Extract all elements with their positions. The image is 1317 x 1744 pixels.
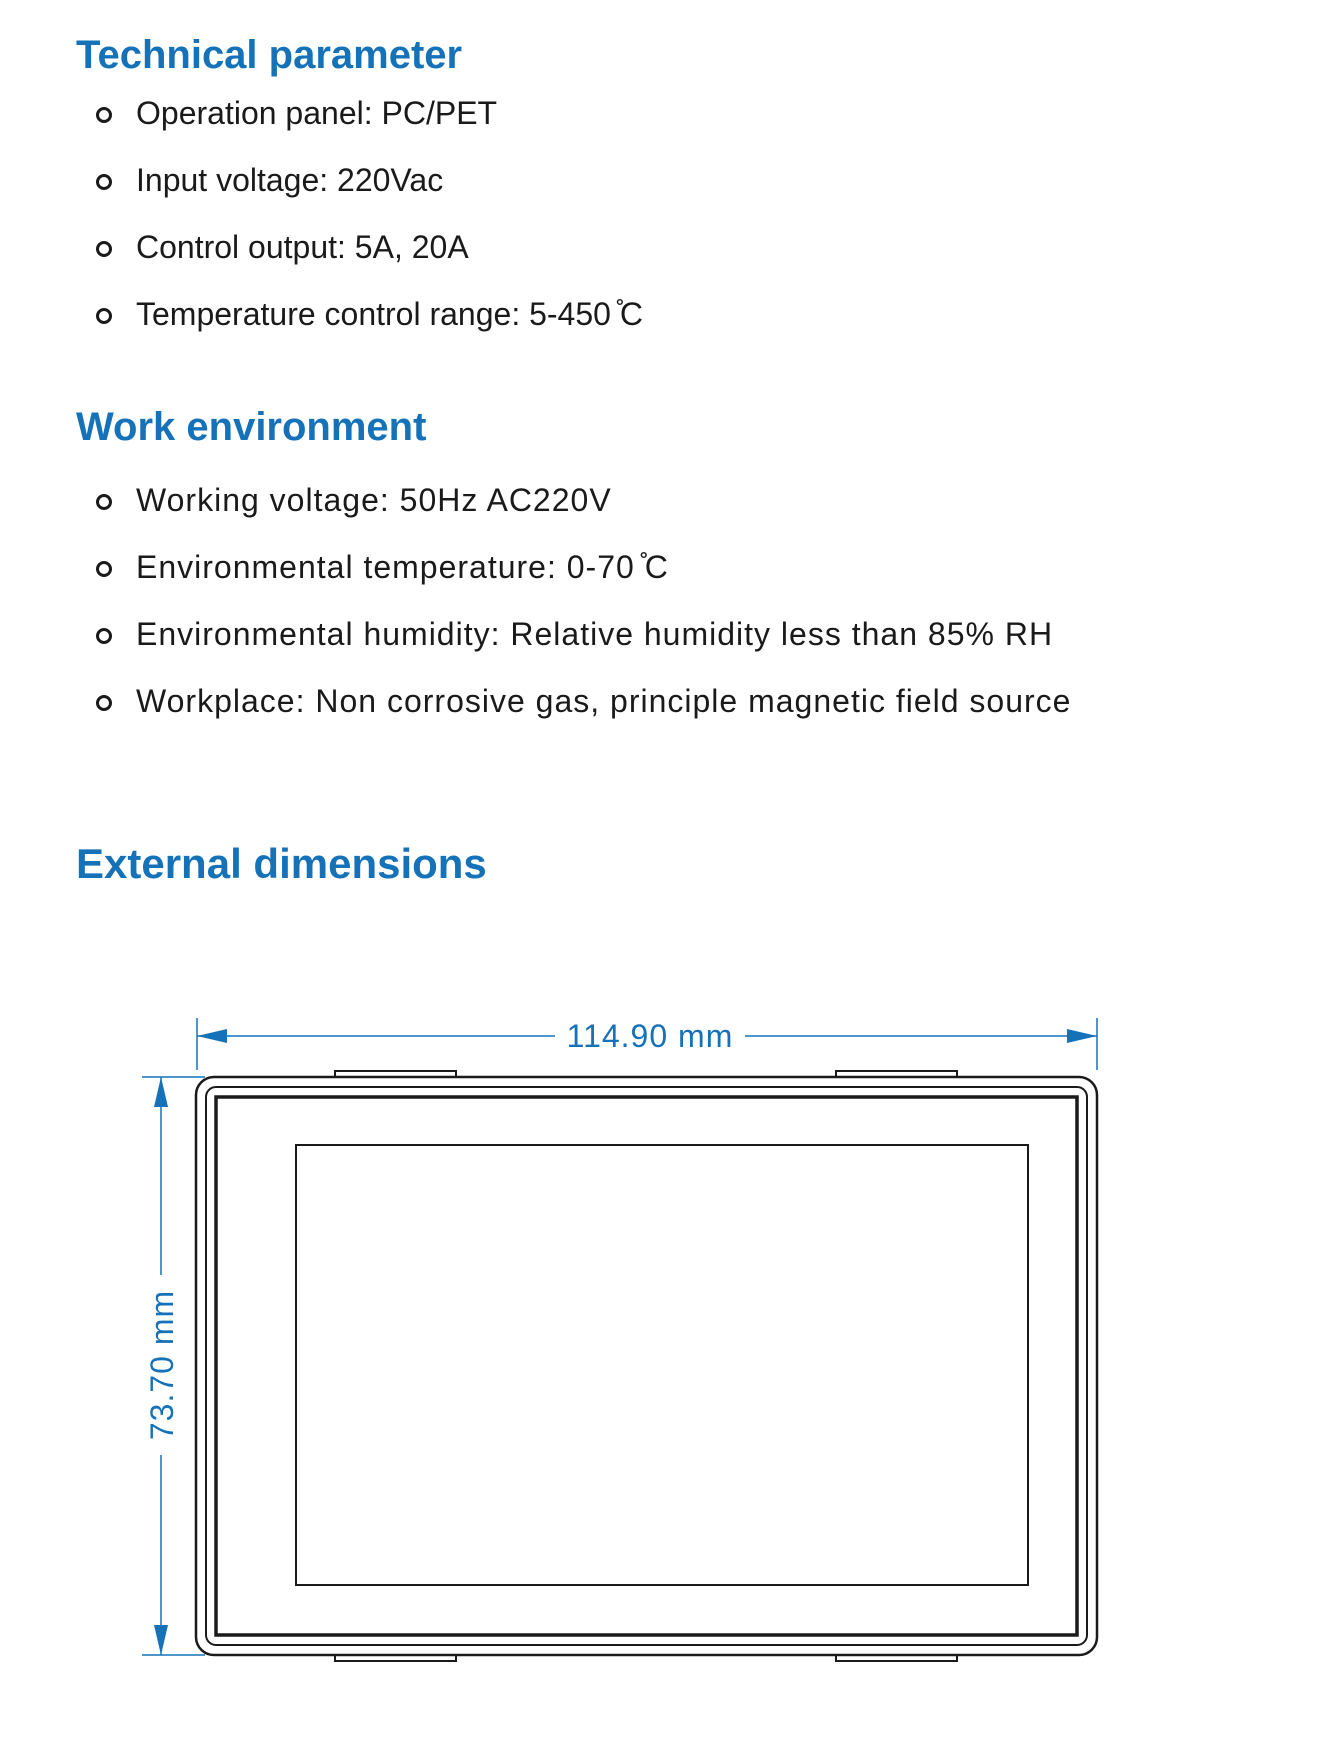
technical-parameter-heading: Technical parameter	[76, 33, 463, 77]
spec-text: Working voltage: 50Hz AC220V	[136, 482, 612, 518]
spec-text: Temperature control range: 5-450 ̊C	[136, 296, 643, 332]
width-arrow-right-icon	[1067, 1029, 1097, 1043]
spec-text: Operation panel: PC/PET	[136, 95, 498, 131]
front-panel	[216, 1097, 1077, 1635]
inner-frame	[206, 1087, 1087, 1645]
spec-text: Environmental humidity: Relative humidity less than 85% RH	[136, 616, 1054, 652]
width-dimension-label: 114.90 mm	[566, 1018, 734, 1054]
device-outline	[196, 1071, 1097, 1661]
spec-text: Control output: 5A, 20A	[136, 229, 469, 265]
work-environment-heading: Work environment	[76, 405, 427, 449]
width-arrow-left-icon	[197, 1029, 227, 1043]
height-dimension-label: 73.70 mm	[144, 1289, 180, 1441]
spec-text: Workplace: Non corrosive gas, principle magnetic field source	[136, 683, 1072, 719]
outer-bezel	[196, 1077, 1097, 1655]
height-arrow-down-icon	[154, 1625, 168, 1655]
display-window	[296, 1145, 1028, 1585]
width-dimension	[197, 1018, 1097, 1070]
height-arrow-up-icon	[154, 1077, 168, 1107]
spec-text: Input voltage: 220Vac	[136, 162, 444, 198]
external-dimensions-heading: External dimensions	[76, 840, 487, 887]
spec-text: Environmental temperature: 0-70 ̊C	[136, 549, 669, 585]
